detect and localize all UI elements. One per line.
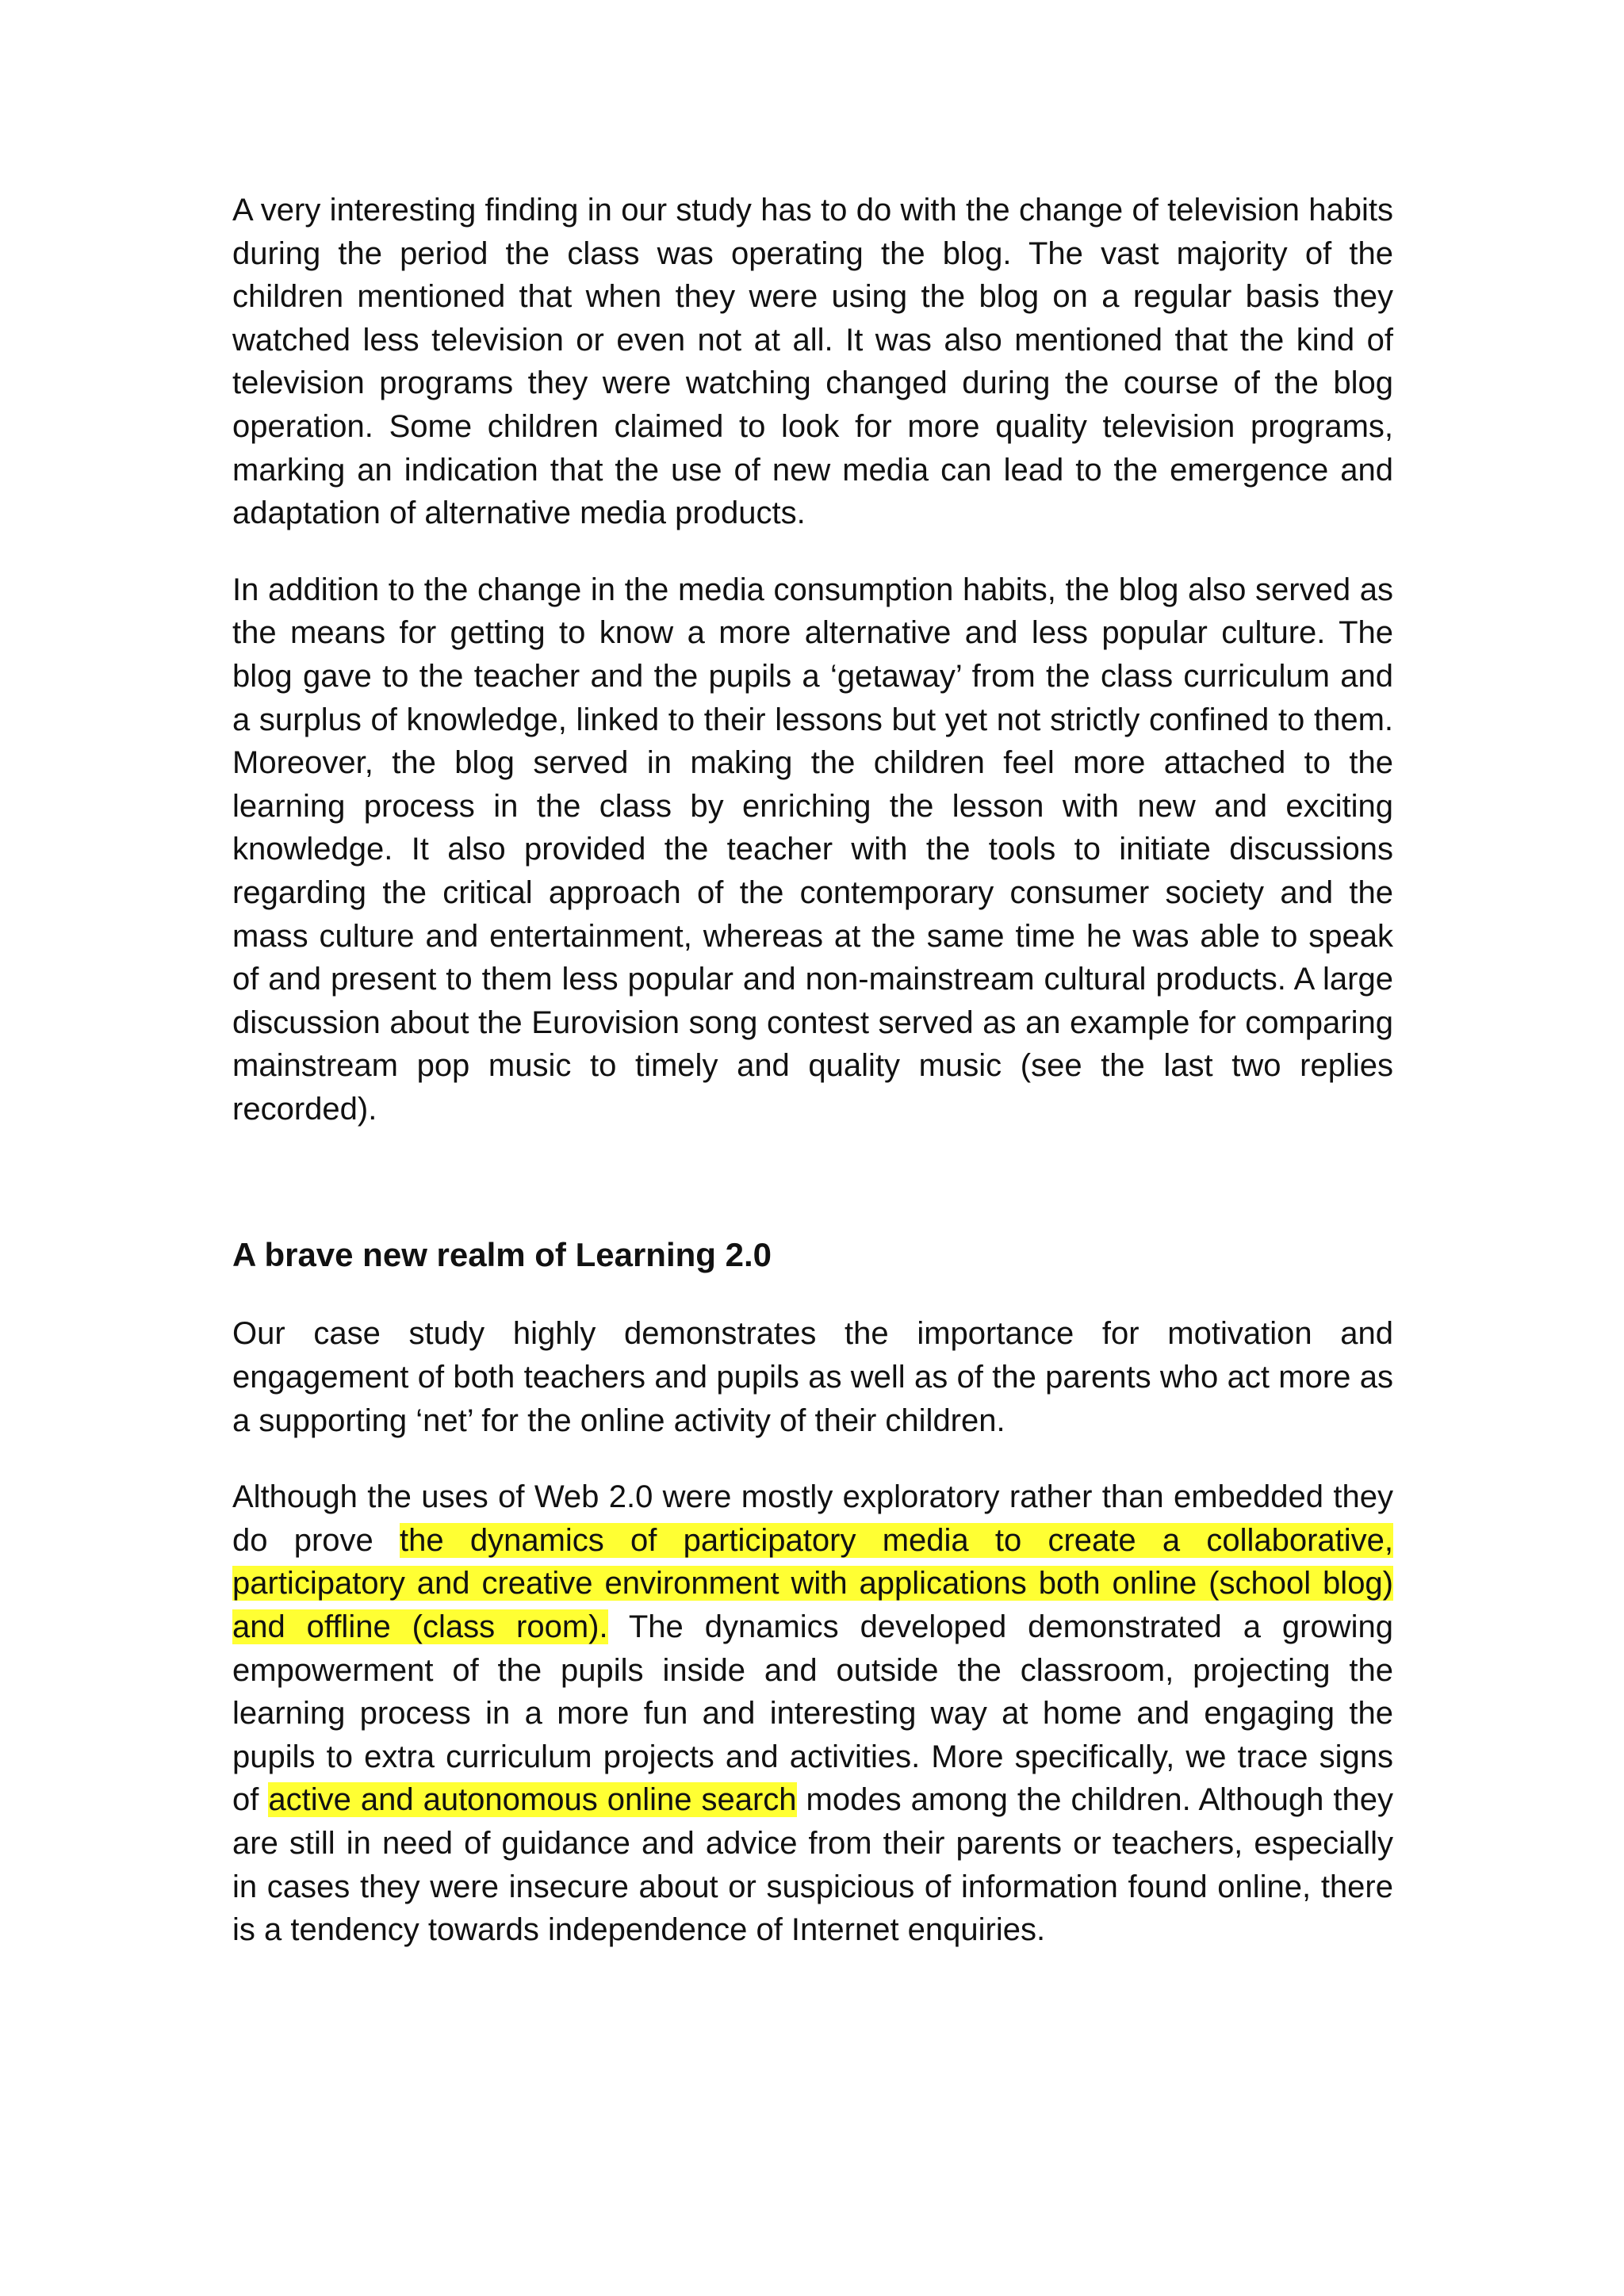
highlighted-text: active and autonomous online search <box>268 1782 797 1818</box>
highlighted-text: the dynamics of participatory media to create a collaborative, participatory and creative environment with applications both online (school blog) and offline (class room). <box>232 1522 1394 1645</box>
paragraph-text-segment: Although the uses of Web 2.0 were mostly exploratory rather than embedded they do prove <box>232 1479 1393 1558</box>
section-heading: A brave new realm of Learning 2.0 <box>232 1236 772 1274</box>
paragraph-television-habits: A very interesting finding in our study has to do with the change of television habits during the period the class was operating the blog. The vast majority of the children mentioned that when they were using the blog on a regular basis they watched less television or even not at all. It was also mentioned that the kind of television programs they were watching changed during the course of the blog operation. Some children claimed to look for more quality television programs, marking an indication that the use of new media can lead to the emergence and adaptation of alternative media products. <box>232 193 1393 531</box>
document-body <box>232 189 1393 1985</box>
paragraph-text-segment: modes among the children. Although they are still in need of guidance and advice from their parents or teachers, especially in cases they were insecure about or suspicious of information found online, there is a tendency towards independence of Internet enquiries. <box>232 1782 1393 1948</box>
paragraph-text-segment: The dynamics developed demonstrated a growing empowerment of the pupils inside and outside the classroom, projecting the learning process in a more fun and interesting way at home and engaging the pupils to extra curriculum projects and activities. More specifically, we trace signs of <box>232 1609 1393 1818</box>
paragraph-case-study: Our case study highly demonstrates the importance for motivation and engagement of both teachers and pupils as well as of the parents who act more as a supporting ‘net’ for the online activity of their children. <box>232 1316 1393 1438</box>
paragraph-web-2-uses <box>232 1475 1393 1952</box>
paragraph-alternative-culture: In addition to the change in the media consumption habits, the blog also served as the means for getting to know a more alternative and less popular culture. The blog gave to the teacher and the pupils a ‘getaway’ from the class curriculum and a surplus of knowledge, linked to their lessons but yet not strictly confined to them. Moreover, the blog served in making the children feel more attached to the learning process in the class by enriching the lesson with new and exciting knowledge. It also provided the teacher with the tools to initiate discussions regarding the critical approach of the contemporary consumer society and the mass culture and entertainment, whereas at the same time he was able to speak of and present to them less popular and non-mainstream cultural products. A large discussion about the Eurovision song contest served as an example for comparing mainstream pop music to timely and quality music (see the last two replies recorded). <box>232 572 1393 1127</box>
